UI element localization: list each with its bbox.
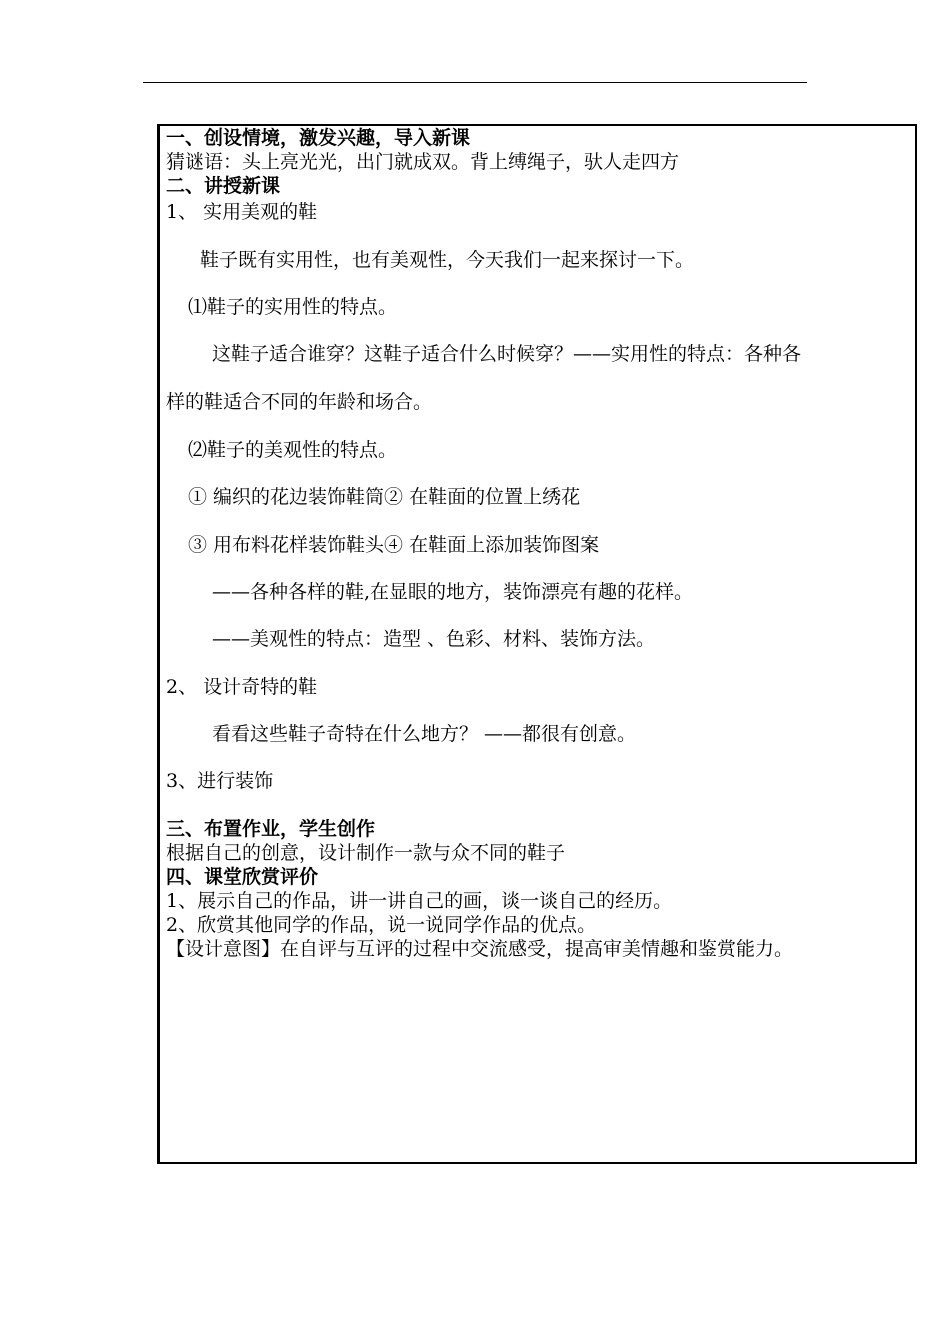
item-1-title: 1、 实用美观的鞋: [166, 201, 318, 223]
item-3-title: 3、进行装饰: [166, 770, 274, 792]
section-heading-homework: 三、布置作业，学生创作: [166, 818, 376, 840]
decoration-line-1: ① 编织的花边装饰鞋筒② 在鞋面的位置上绣花: [188, 486, 581, 508]
evaluation-line-1: 1、展示自己的作品，讲一讲自己的画，谈一谈自己的经历。: [166, 890, 673, 912]
aesthetic-heading: ⑵鞋子的美观性的特点。: [188, 439, 398, 461]
item-2-text: 看看这些鞋子奇特在什么地方？ ——都很有创意。: [212, 723, 637, 745]
decoration-line-2: ③ 用布料花样装饰鞋头④ 在鞋面上添加装饰图案: [188, 534, 600, 556]
homework-text: 根据自己的创意，设计制作一款与众不同的鞋子: [166, 842, 566, 864]
section-heading-evaluation: 四、课堂欣赏评价: [166, 866, 319, 888]
riddle-text: 猜谜语：头上亮光光，出门就成双。背上缚绳子，驮人走四方: [166, 151, 680, 173]
design-intent: 【设计意图】在自评与互评的过程中交流感受，提高审美情趣和鉴赏能力。: [166, 938, 794, 960]
intro-paragraph: 鞋子既有实用性，也有美观性，今天我们一起来探讨一下。: [200, 249, 695, 271]
section-heading-teaching: 二、讲授新课: [166, 175, 281, 197]
practical-text-line-2: 样的鞋适合不同的年龄和场合。: [166, 391, 433, 413]
practical-heading: ⑴鞋子的实用性的特点。: [188, 296, 398, 318]
section-heading-intro: 一、创设情境，激发兴趣，导入新课: [166, 127, 471, 149]
practical-text-line-1: 这鞋子适合谁穿？这鞋子适合什么时候穿？——实用性的特点：各种各: [212, 343, 802, 365]
evaluation-line-2: 2、欣赏其他同学的作品，说一说同学作品的优点。: [166, 914, 597, 936]
summary-line-1: ——各种各样的鞋,在显眼的地方，装饰漂亮有趣的花样。: [212, 581, 694, 603]
item-2-title: 2、 设计奇特的鞋: [166, 676, 318, 698]
summary-line-2: ——美观性的特点：造型 、色彩、材料、装饰方法。: [212, 628, 656, 650]
header-rule: [143, 82, 807, 83]
